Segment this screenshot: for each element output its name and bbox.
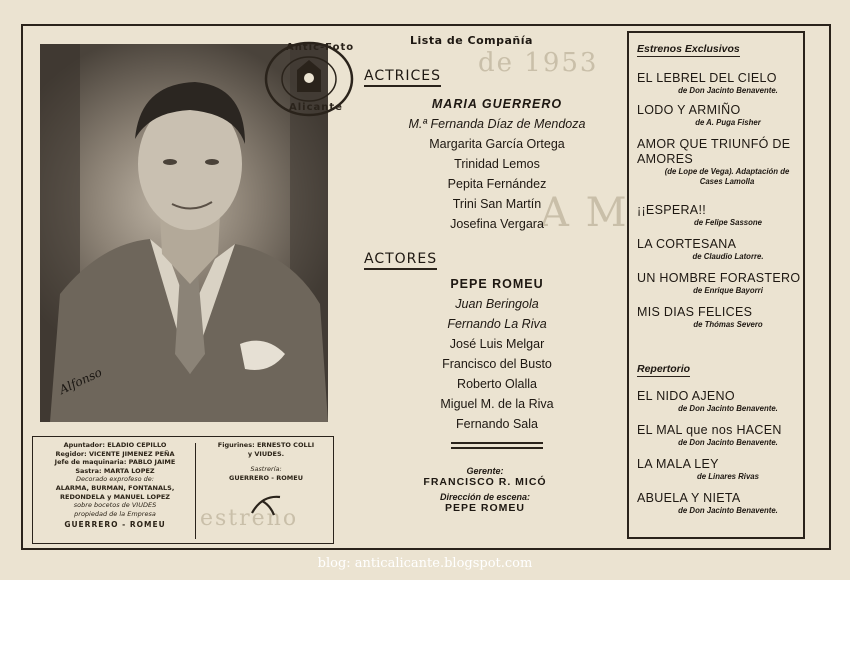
management-block [400, 466, 570, 514]
credit-line: propiedad de la Empresa [74, 509, 156, 518]
actores-list [372, 274, 622, 434]
list-item: Pepita Fernández [447, 177, 547, 191]
repertoire-box [627, 31, 805, 539]
play-item: EL MAL que nos HACEN de Don Jacinto Benavente. [637, 423, 782, 447]
credits-right-column [201, 441, 331, 520]
list-item: Fernando Sala [455, 417, 538, 431]
stamp-text-bottom: Alicante [289, 102, 343, 113]
list-item: MARIA GUERRERO [431, 97, 563, 111]
separator-line [451, 442, 543, 444]
separator-line [451, 447, 543, 449]
bleed-through-text: A M [540, 190, 629, 236]
company-name: GUERRERO - ROMEU [64, 520, 166, 530]
logo-mark-icon [248, 491, 284, 517]
list-item: José Luis Melgar [449, 337, 545, 351]
estrenos-heading: Estrenos Exclusivos [637, 43, 740, 57]
play-item: EL NIDO AJENO de Don Jacinto Benavente. [637, 389, 778, 413]
list-item: Trinidad Lemos [454, 157, 540, 171]
credit-line: Apuntador: ELADIO CEPILLO [63, 441, 167, 449]
play-item: MIS DIAS FELICES de Thómas Severo [637, 305, 763, 329]
bleed-through-text: de 1953 [478, 48, 599, 78]
credit-line: ALARMA, BURMAN, FONTANALS, [55, 483, 175, 492]
play-item: AMOR QUE TRIUNFÓ DE AMORES (de Lope de Vega). Adaptación de Cases Lamolla [637, 137, 791, 186]
direccion-label: Dirección de escena: [439, 492, 531, 502]
repertorio-heading: Repertorio [637, 363, 690, 377]
blog-watermark: blog: anticalicante.blogspot.com [317, 556, 533, 571]
play-item: LA CORTESANA de Claudio Latorre. [637, 237, 764, 261]
direccion-name: PEPE ROMEU [444, 502, 525, 514]
credits-left-column [37, 441, 193, 530]
credit-line: Decorado exprofeso de: [75, 475, 155, 484]
credit-line: Jefe de maquinaria: PABLO JAIME [54, 458, 176, 467]
list-item: Josefina Vergara [450, 217, 544, 231]
company-list-title: Lista de Compañía [410, 34, 533, 47]
list-item: Margarita García Ortega [429, 137, 565, 151]
list-item: Fernando La Riva [447, 317, 547, 331]
list-item: Juan Beringola [455, 297, 539, 311]
gerente-label: Gerente: [466, 466, 504, 476]
photo-studio-stamp [263, 40, 355, 118]
credit-line: Figurines: ERNESTO COLLI [217, 441, 315, 449]
list-item: Francisco del Busto [442, 357, 552, 371]
play-item: LA MALA LEY de Linares Rivas [637, 457, 759, 481]
play-item: UN HOMBRE FORASTERO de Enrique Bayorri [637, 271, 801, 295]
list-item: Trini San Martín [452, 197, 542, 211]
stamp-text-top: Antic-Foto [286, 42, 355, 53]
gerente-name: FRANCISCO R. MICÓ [423, 476, 547, 488]
credit-line: REDONDELA y MANUEL LOPEZ [60, 492, 170, 501]
list-item: Roberto Olalla [457, 377, 537, 391]
play-item: LODO Y ARMIÑO de A. Puga Fisher [637, 103, 761, 127]
credit-line: GUERRERO - ROMEU [229, 474, 303, 482]
actrices-heading: ACTRICES [364, 68, 441, 87]
list-item: Miguel M. de la Riva [440, 397, 554, 411]
credit-line: sobre bocetos de VIUDES [73, 501, 157, 510]
credits-divider [195, 443, 196, 539]
play-item: ¡¡ESPERA!! de Felipe Sassone [637, 203, 763, 227]
actores-heading: ACTORES [364, 251, 437, 270]
bleed-through-text: estreno [200, 506, 299, 531]
list-item: PEPE ROMEU [450, 277, 544, 291]
photo-signature: Alfonso [57, 365, 105, 397]
credit-line: y VIUDES. [247, 450, 285, 458]
credits-box [32, 436, 334, 544]
actrices-list [372, 94, 622, 234]
play-item: EL LEBREL DEL CIELO de Don Jacinto Benavente. [637, 71, 778, 95]
list-item: M.ª Fernanda Díaz de Mendoza [408, 117, 586, 131]
credit-line: Sastra: MARTA LOPEZ [75, 466, 155, 475]
credit-line: Regidor: VICENTE JIMENEZ PEÑA [55, 449, 175, 458]
credit-label: Sastrería: [250, 465, 282, 473]
play-item: ABUELA Y NIETA de Don Jacinto Benavente. [637, 491, 778, 515]
